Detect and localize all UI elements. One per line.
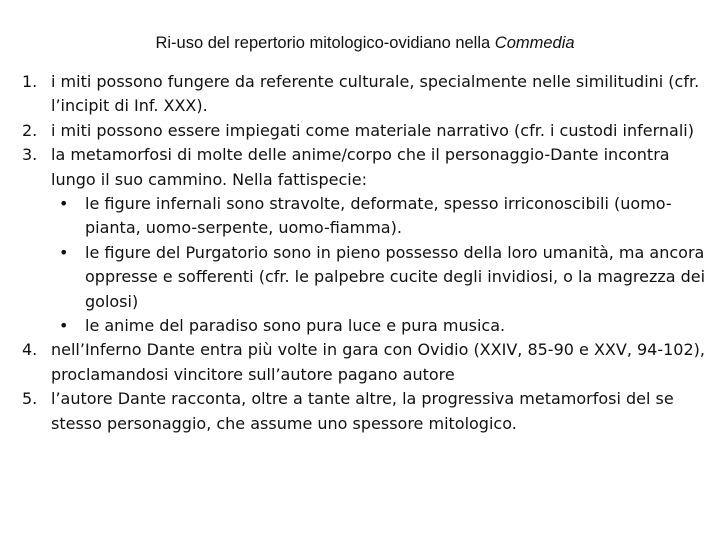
list-item	[22, 70, 714, 119]
list-item-number: 1.	[22, 72, 38, 91]
bullet-icon: •	[59, 242, 69, 262]
slide-body	[22, 70, 714, 436]
list-item-text: i miti possono essere impiegati come materiale narrativo (cfr. i custodi infernali)	[51, 120, 694, 140]
list-item	[22, 338, 714, 387]
list-item	[22, 119, 714, 143]
list-item-text: l’autore Dante racconta, oltre a tante altre, la progressiva metamorfosi del se stesso personaggio, che assume uno spessore mitologico.	[51, 389, 674, 433]
list-item-text: la metamorfosi di molte delle anime/corpo che il personaggio-Dante incontra lungo il suo cammino. Nella fattispecie:	[51, 145, 670, 189]
list-item	[22, 387, 714, 436]
bullet-item	[55, 241, 714, 314]
list-item-number: 3.	[22, 145, 38, 165]
bullet-item-text: le figure infernali sono stravolte, deformate, spesso irriconoscibili (uomo-pianta, uomo-serpente, uomo-fiamma).	[85, 194, 672, 238]
list-item-text: i miti possono fungere da referente culturale, specialmente nelle similitudini (cfr. l’incipit di Inf. XXX).	[51, 72, 700, 116]
bullet-item	[55, 192, 714, 241]
bullet-item-text: le figure del Purgatorio sono in pieno possesso della loro umanità, ma ancora oppresse e sofferenti (cfr. le palpebre cucite degli invidiosi, o la magrezza dei golosi)	[85, 242, 706, 311]
list-item-number: 2.	[22, 120, 38, 140]
slide-title-italic: Commedia	[494, 34, 575, 52]
bullet-list	[51, 192, 714, 338]
bullet-icon: •	[59, 194, 69, 214]
list-item-text: nell’Inferno Dante entra più volte in gara con Ovidio (XXIV, 85-90 e XXV, 94-102), proclamandosi vincitore sull’autore pagano autore	[51, 340, 705, 384]
bullet-item-text: le anime del paradiso sono pura luce e pura musica.	[85, 316, 506, 336]
slide-title-main: Ri-uso del repertorio mitologico-ovidiano nella	[155, 34, 495, 52]
slide-title	[0, 34, 720, 53]
bullet-item	[55, 314, 714, 338]
list-item-number: 4.	[22, 340, 38, 360]
list-item-number: 5.	[22, 389, 38, 409]
bullet-icon: •	[59, 316, 69, 336]
numbered-list	[22, 70, 714, 436]
list-item	[22, 143, 714, 338]
